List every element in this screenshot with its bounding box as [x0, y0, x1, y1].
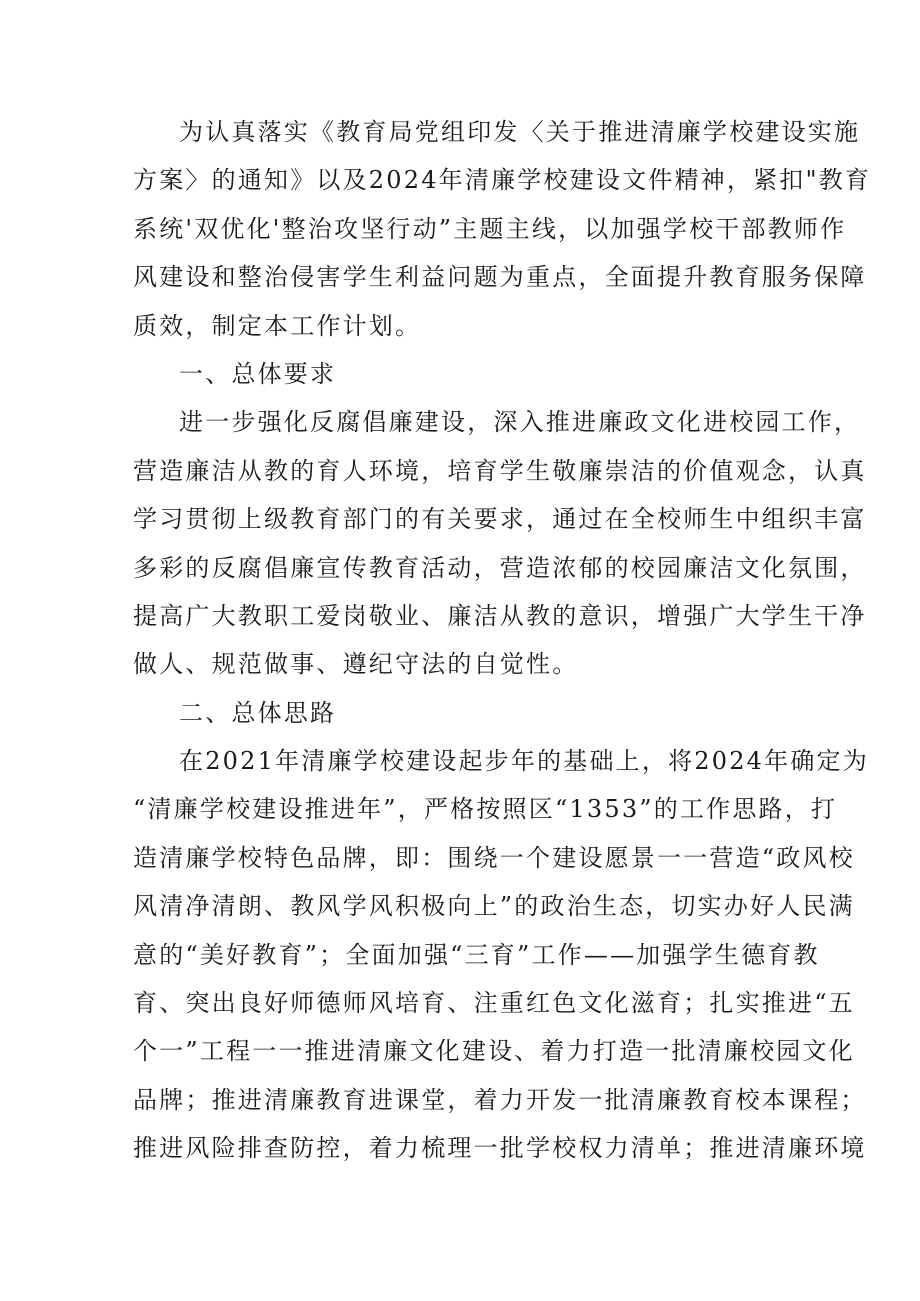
- text-line: 营造廉洁从教的育人环境，培育学生敬廉崇洁的价值观念，认真: [133, 456, 867, 485]
- text-line: 推进风险排查防控，着力梳理一批学校权力清单；推进清廉环境: [133, 1134, 867, 1163]
- text-line: 为认真落实《教育局党组印发〈关于推进清廉学校建设实施: [179, 118, 861, 146]
- text-line: 方案〉的通知》以及2024年清廉学校建设文件精神，紧扣"教育: [133, 166, 872, 195]
- text-line: “清廉学校建设推进年”，严格按照区“1353”的工作思路，打: [133, 795, 838, 824]
- heading-text: 一、总体要求: [179, 359, 337, 388]
- text-line: 多彩的反腐倡廉宣传教育活动，营造浓郁的校园廉洁文化氛围，: [133, 553, 867, 582]
- section-heading-approach: [133, 689, 798, 737]
- text-line: 系统'双优化'整治攻坚行动”主题主线，以加强学校干部教师作: [133, 214, 847, 243]
- text-line: 做人、规范做事、遵纪守法的自觉性。: [133, 650, 579, 679]
- text-line: 风建设和整治侵害学生利益问题为重点，全面提升教育服务保障: [133, 263, 867, 292]
- text-line: 品牌；推进清廉教育进课堂，着力开发一批清廉教育校本课程；: [133, 1085, 867, 1114]
- text-line: 进一步强化反腐倡廉建设，深入推进廉政文化进校园工作，: [179, 408, 861, 437]
- paragraph-intro: [133, 108, 872, 350]
- text-line: 学习贯彻上级教育部门的有关要求，通过在全校师生中组织丰富: [133, 505, 867, 534]
- text-line: 意的“美好教育”；全面加强“三育”工作——加强学生德育教: [133, 940, 820, 969]
- text-line: 质效，制定本工作计划。: [133, 311, 422, 340]
- paragraph-approach: [133, 737, 869, 1173]
- paragraph-requirements: [133, 398, 867, 688]
- text-line: 造清廉学校特色品牌，即：围绕一个建设愿景一一营造“政风校: [133, 843, 855, 872]
- text-line: 风清净清朗、教风学风积极向上”的政治生态，切实办好人民满: [133, 892, 855, 921]
- text-line: 提高广大教职工爱岗敬业、廉洁从教的意识，增强广大学生干净: [133, 601, 867, 630]
- text-line: 在2021年清廉学校建设起步年的基础上，将2024年确定为: [179, 747, 869, 776]
- section-heading-requirements: [133, 350, 798, 398]
- text-line: 育、突出良好师德师风培育、注重红色文化滋育；扎实推进“五: [133, 989, 855, 1018]
- document-body: [133, 108, 872, 1173]
- text-line: 个一”工程一一推进清廉文化建设、着力打造一批清廉校园文化: [133, 1037, 855, 1066]
- heading-text: 二、总体思路: [179, 698, 337, 727]
